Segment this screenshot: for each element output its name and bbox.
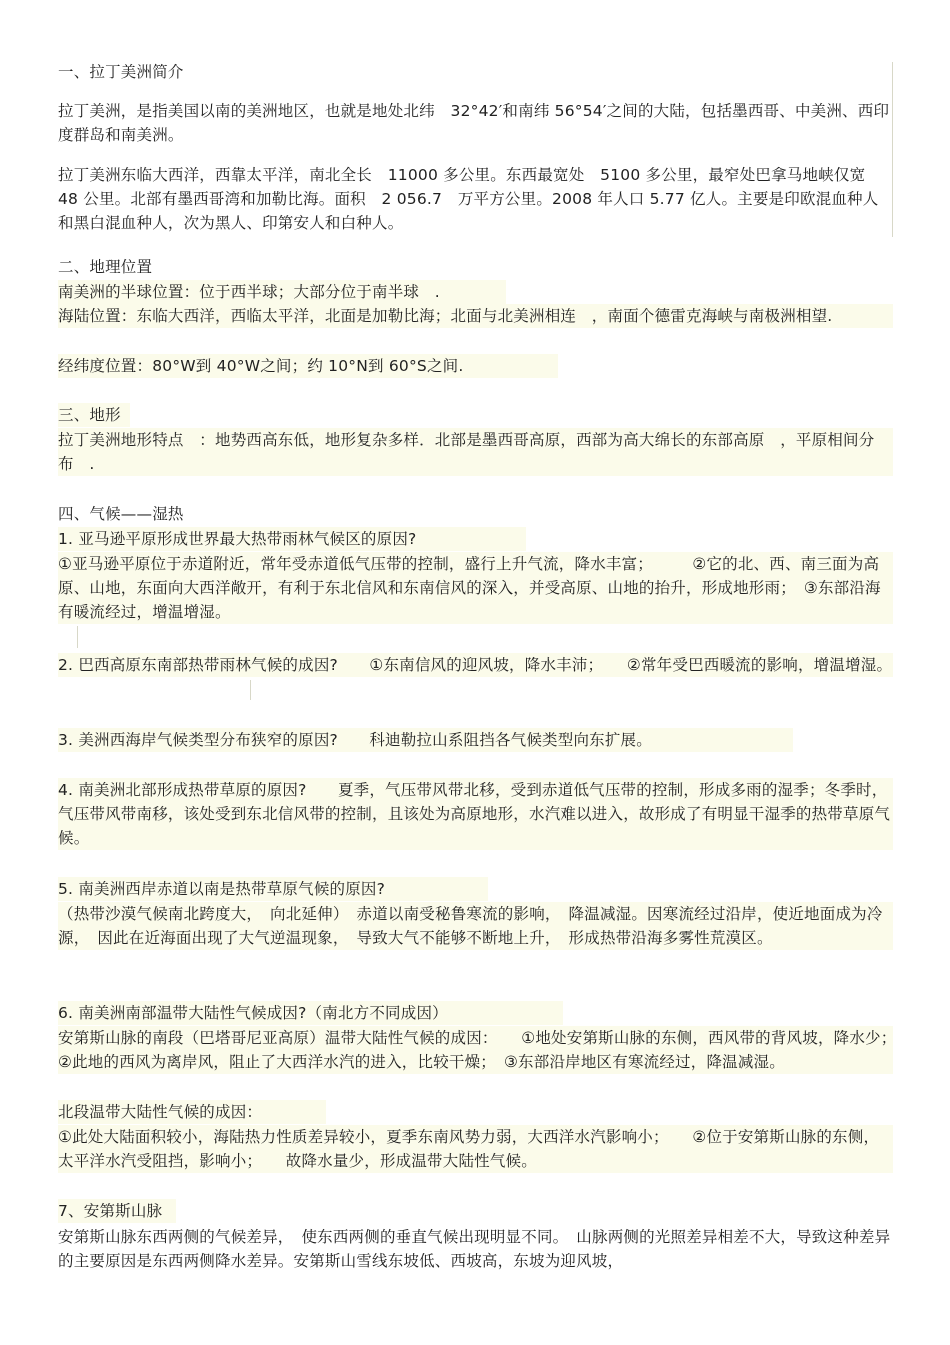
latlon-position bbox=[58, 354, 558, 378]
answer-text: 安第斯山脉的南段（巴塔哥尼亚高原）温带大陆性气候的成因： ①地处安第斯山脉的东侧，西风带的背风坡，降水少； ②此地的西风为离岸风，阻止了大西洋水汽的进入，比较干燥； ③东部沿岸地区有寒流经过，降温减湿。 bbox=[58, 1029, 905, 1071]
section-2-heading bbox=[58, 255, 893, 279]
subheading-text: 北段温带大陆性气候的成因： bbox=[58, 1103, 263, 1121]
paragraph-text: 拉丁美洲，是指美国以南的美洲地区，也就是地处北纬 32°42′和南纬 56°54′之间的大陆，包括墨西哥、中美洲、西印度群岛和南美洲。 bbox=[58, 102, 890, 144]
question-6-body-north bbox=[58, 1125, 893, 1173]
question-3 bbox=[58, 728, 793, 752]
section-3-heading bbox=[58, 403, 130, 427]
sea-land-position bbox=[58, 304, 893, 328]
terrain-features bbox=[58, 428, 893, 476]
answer-text: ①此处大陆面积较小，海陆热力性质差异较小，夏季东南风势力弱，大西洋水汽影响小； ②位于安第斯山脉的东侧，太平洋水汽受阻挡，影响小； 故降水量少，形成温带大陆性气候。 bbox=[58, 1128, 880, 1170]
question-5-body bbox=[58, 902, 893, 950]
question-4 bbox=[58, 778, 893, 850]
question-text: 1. 亚马逊平原形成世界最大热带雨林气候区的原因? bbox=[58, 530, 417, 548]
question-text: 5. 南美洲西岸赤道以南是热带草原气候的原因? bbox=[58, 880, 386, 898]
question-text: 3. 美洲西海岸气候类型分布狭窄的原因? 科迪勒拉山系阻挡各气候类型向东扩展。 bbox=[58, 731, 652, 749]
question-text: 6. 南美洲南部温带大陆性气候成因?（南北方不同成因） bbox=[58, 1004, 448, 1022]
line-text: 南美洲的半球位置：位于西半球；大部分位于南半球 . bbox=[58, 283, 440, 301]
paragraph-text: 拉丁美洲东临大西洋，西靠太平洋，南北全长 11000 多公里。东西最宽处 5100 多公里，最窄处巴拿马地峡仅宽 48 公里。北部有墨西哥湾和加勒比海。面积 2 056.7 万平方公里。2008 年人口 5.77 亿人。主要是印欧混血种人和黑白混血种人，次为黑人、印第安人和白种人。 bbox=[58, 166, 882, 232]
heading-text: 7、安第斯山脉 bbox=[58, 1202, 163, 1220]
question-text: 4. 南美洲北部形成热带草原的原因? 夏季，气压带风带北移，受到赤道低气压带的控制，形成多雨的湿季；冬季时，气压带风带南移，该处受到东北信风带的控制，且该处为高原地形，水汽难以进入，故形成了有明显干湿季的热带草原气候。 bbox=[58, 781, 891, 847]
question-5-title bbox=[58, 877, 488, 901]
section-4-heading bbox=[58, 502, 893, 526]
section-7-body bbox=[58, 1225, 893, 1273]
heading-text: 二、地理位置 bbox=[58, 258, 153, 276]
section-1-paragraph-2 bbox=[58, 163, 893, 235]
heading-text: 四、气候——湿热 bbox=[58, 505, 184, 523]
question-text: 2. 巴西高原东南部热带雨林气候的成因? ①东南信风的迎风坡，降水丰沛； ②常年受巴西暖流的影响，增温增湿。 bbox=[58, 656, 893, 674]
answer-text: ①亚马逊平原位于赤道附近，常年受赤道低气压带的控制，盛行上升气流，降水丰富； ②它的北、西、南三面为高原、山地，东面向大西洋敞开，有利于东北信风和东南信风的深入，并受高原、山地的抬升，形成地形雨； ③东部沿海有暖流经过，增温增湿。 bbox=[58, 555, 881, 621]
margin-line bbox=[77, 626, 78, 648]
question-1-body bbox=[58, 552, 893, 624]
heading-text: 三、地形 bbox=[58, 406, 121, 424]
section-1-paragraph-1 bbox=[58, 99, 893, 147]
line-text: 拉丁美洲地形特点 ：地势西高东低，地形复杂多样．北部是墨西哥高原，西部为高大绵长的东部高原 ，平原相间分布 . bbox=[58, 431, 875, 473]
question-1-title bbox=[58, 527, 526, 551]
paragraph-text: 安第斯山脉东西两侧的气候差异， 使东西两侧的垂直气候出现明显不同。 山脉两侧的光照差异相差不大，导致这种差异的主要原因是东西两侧降水差异。安第斯山雪线东坡低、西坡高，东坡为迎风坡， bbox=[58, 1228, 891, 1270]
hemisphere-position bbox=[58, 280, 506, 304]
question-6-body-south bbox=[58, 1026, 905, 1074]
answer-text: （热带沙漠气候南北跨度大， 向北延伸） 赤道以南受秘鲁寒流的影响， 降温减湿。因寒流经过沿岸，使近地面成为冷源， 因此在近海面出现了大气逆温现象， 导致大气不能够不断地上升， 形成热带沿海多雾性荒漠区。 bbox=[58, 905, 883, 947]
line-text: 经纬度位置：80°W到 40°W之间；约 10°N到 60°S之间. bbox=[58, 357, 464, 375]
section-1-heading bbox=[58, 60, 893, 84]
question-2 bbox=[58, 653, 893, 677]
question-6-subheading bbox=[58, 1100, 326, 1124]
question-6-title bbox=[58, 1001, 563, 1025]
line-text: 海陆位置：东临大西洋，西临太平洋，北面是加勒比海；北面与北美洲相连 ，南面个德雷克海峡与南极洲相望. bbox=[58, 307, 833, 325]
section-7-heading bbox=[58, 1199, 176, 1223]
heading-text: 一、拉丁美洲简介 bbox=[58, 63, 184, 81]
margin-line bbox=[250, 680, 251, 700]
